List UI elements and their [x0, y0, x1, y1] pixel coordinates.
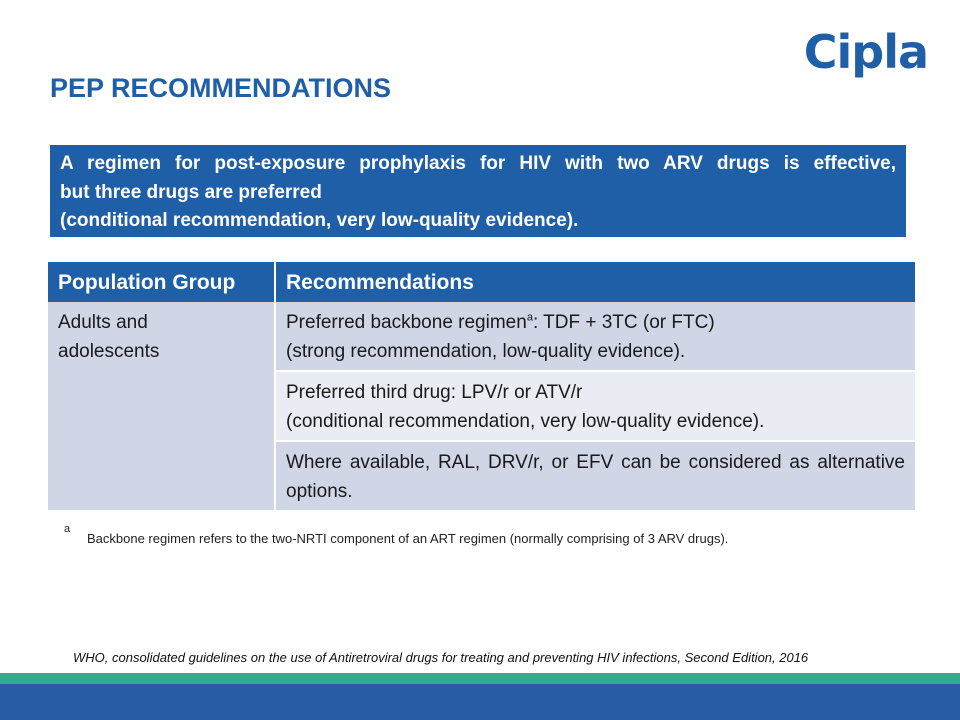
slide-title: PEP RECOMMENDATIONS [50, 73, 392, 103]
header-population-group: Population Group [48, 262, 275, 302]
recommendation-line: (conditional recommendation, very low-quality evidence). [286, 411, 765, 432]
footer-band-green [0, 673, 960, 684]
recommendations-table [48, 262, 915, 510]
recommendation-line: Preferred third drug: LPV/r or ATV/r [286, 382, 583, 403]
recommendation-cell [275, 302, 915, 371]
population-line-2: adolescents [58, 341, 160, 362]
callout-line-3: (conditional recommendation, very low-quality evidence). [60, 210, 579, 231]
callout-line-1: A regimen for post-exposure prophylaxis for HIV with two ARV drugs is effective, [60, 153, 896, 174]
recommendation-cell [275, 371, 915, 441]
footer-band-blue [0, 684, 960, 720]
cipla-logo: Cipla [803, 25, 928, 79]
recommendation-line: Preferred backbone regimen$^a$: TDF + 3TC (or FTC) [286, 311, 715, 333]
recommendation-line: (strong recommendation, low-quality evidence). [286, 341, 686, 362]
recommendation-callout [50, 145, 906, 237]
callout-line-2: but three drugs are preferred [60, 181, 322, 203]
footnote-marker: a [64, 523, 71, 535]
population-cell [48, 302, 275, 510]
header-recommendations: Recommendations [275, 262, 915, 302]
source-citation: WHO, consolidated guidelines on the use of Antiretroviral drugs for treating and preventing HIV infections, Second Edition, 2016 [73, 650, 809, 665]
table-header-row [48, 262, 915, 302]
population-line-1: Adults and [58, 312, 148, 333]
recommendation-cell: Where available, RAL, DRV/r, or EFV can be considered as alternative options. [275, 441, 915, 510]
table-row [48, 302, 915, 371]
footnote-text: Backbone regimen refers to the two-NRTI component of an ART regimen (normally comprising of 3 ARV drugs). [87, 531, 729, 546]
footnote-ref: a [526, 311, 533, 324]
